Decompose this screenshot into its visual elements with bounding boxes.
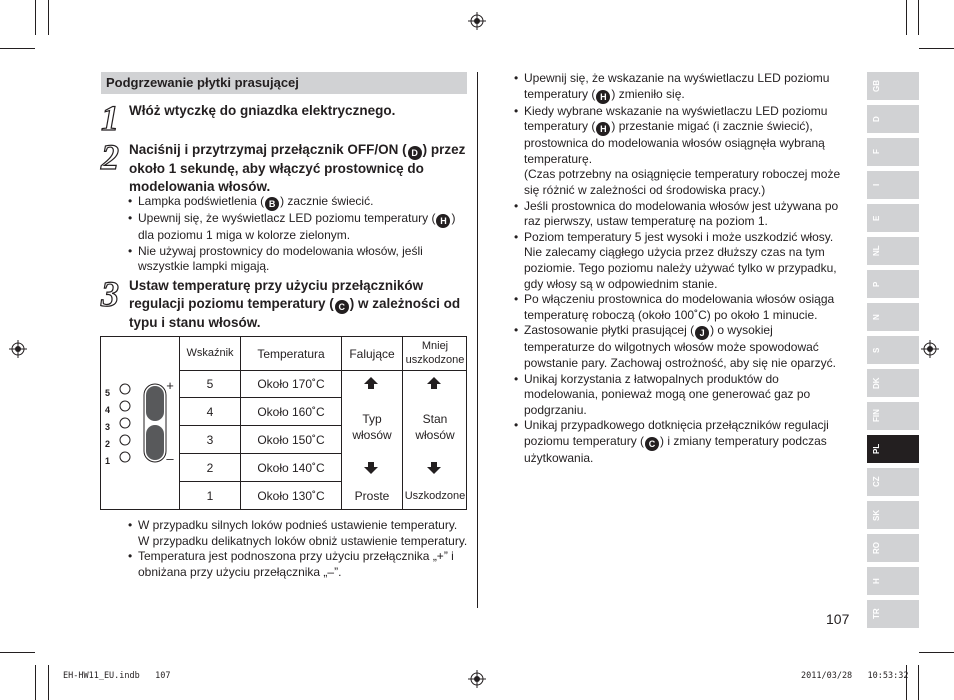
page-number: 107 [826,611,850,627]
damaged-label: Uszkodzone [404,490,466,502]
temperature-table [100,336,467,510]
table-cell-temp: Około 130˚C [257,489,325,503]
column-divider [477,72,478,608]
table-cell-level: 5 [206,377,214,391]
footer-file-info: EH-HW11_EU.indb 107 [63,671,171,681]
label-badge: J [695,326,709,340]
language-tab-h[interactable]: H [867,567,919,595]
crop-mark [919,652,954,653]
arrow-up-icon [427,377,441,384]
table-cell-temp: Około 160˚C [257,405,325,419]
language-tab-sk[interactable]: SK [867,501,919,529]
bullet-item: • Poziom temperatury 5 jest wysoki i może uszkodzić włosy. Nie zalecamy ciągłego użycia przez dłuższy czas na tym poziomie. Tego poziomu należy używać tylko w przypadku, gdy włosy są w odpowiednim stanie. [514,230,846,292]
bullet-item: • Unikaj przypadkowego dotknięcia przełączników regulacji poziomu temperatury ( C ) i zmiany temperatury podczas użytkowania. [514,418,846,466]
plus-label: + [166,378,174,393]
language-tab-nl[interactable]: NL [867,237,919,265]
bullet-item: • W przypadku silnych loków podnieś ustawienie temperatury. W przypadku delikatnych loków obniż ustawienie temperatury. [128,518,468,549]
right-column-bullets [514,71,846,466]
step-text: Włóż wtyczkę do gniazdka elektrycznego. [129,103,396,118]
language-tab-tr[interactable]: TR [867,600,919,628]
crop-mark [919,48,954,49]
language-tab-dk[interactable]: DK [867,369,919,397]
bullet-item: • Po włączeniu prostownica do modelowania włosów osiąga temperaturę roboczą (około 100˚C) po około 1 minucie. [514,292,846,323]
registration-mark-icon [468,12,486,30]
bullet-item: • Kiedy wybrane wskazanie na wyświetlaczu LED poziomu temperatury ( H ) przestanie migać (i zacznie świecić), prostownica do modelowania włosów osiągnęła wybraną temperaturę. (Czas potrzebny na osiągnięcie temperatury roboczej może się różnić w zależności od środowiska pracy.) [514,104,846,199]
table-cell-level: 2 [206,461,214,475]
label-badge: H [596,90,610,104]
language-tab-pl[interactable]: PL [867,435,919,463]
step-number: 1 [101,98,119,138]
bullet-item: • Temperatura jest podnoszona przy użyciu przełącznika „+” i obniżana przy użyciu przełącznika „–”. [128,549,468,580]
crop-mark [0,652,35,653]
bullet-item: • Jeśli prostownica do modelowania włosów jest używana po raz pierwszy, ustaw temperaturę na poziom 1. [514,199,846,230]
language-tab-p[interactable]: P [867,270,919,298]
registration-mark-icon [9,340,27,358]
crop-mark [0,48,35,49]
bullet-item: • Zastosowanie płytki prasującej ( J ) o wysokiej temperaturze do wilgotnych włosów może spowodować powstanie pary. Zachowaj ostrożność, aby się nie oparzyć. [514,323,846,371]
step-number: 2 [101,137,119,177]
minus-label: – [166,451,174,466]
table-cell-level: 4 [206,405,214,419]
table-header: Falujące [349,347,395,361]
bullet-item: • Nie używaj prostownicy do modelowania włosów, jeśli wszystkie lampki migają. [128,244,458,275]
language-tab-n[interactable]: N [867,303,919,331]
after-table-bullets [128,518,468,580]
language-tab-e[interactable]: E [867,204,919,232]
table-cell-level: 1 [206,489,214,503]
crop-mark [35,665,36,700]
bullet-item: • Upewnij się, że wyświetlacz LED poziomu temperatury ( H ) dla poziomu 1 miga w kolorze zielonym. [128,211,458,244]
table-header: Temperatura [257,347,325,361]
bullet-item: • Upewnij się, że wskazanie na wyświetlaczu LED poziomu temperatury ( H ) zmieniło się. [514,71,846,104]
step2-bullets [128,194,458,275]
table-cell-level: 3 [206,433,214,447]
crop-mark [918,665,919,700]
label-badge: C [645,437,659,451]
straight-label: Proste [354,489,390,503]
table-cell-temp: Około 170˚C [257,377,325,391]
language-tab-d[interactable]: D [867,105,919,133]
hair-type-label: Typ włosów [352,412,392,442]
label-badge: B [265,197,279,211]
arrow-down-icon [427,467,441,474]
footer-timestamp: 2011/03/28 10:53:32 [801,671,909,681]
table-header: Mniej uszkodzone [405,340,465,366]
label-badge: H [436,214,450,228]
language-tab-i[interactable]: I [867,171,919,199]
led-labels: 5 4 3 2 1 [105,388,111,466]
step-number: 3 [101,274,119,314]
language-tab-cz[interactable]: CZ [867,468,919,496]
table-cell-temp: Około 140˚C [257,461,325,475]
language-tab-f[interactable]: F [867,138,919,166]
registration-mark-icon [921,340,939,358]
table-header: Wskaźnik [186,347,234,359]
bullet-item: • Lampka podświetlenia ( B ) zacznie świecić. [128,194,458,211]
crop-mark [906,0,907,35]
arrow-down-icon [364,467,378,474]
registration-mark-icon [468,670,486,688]
label-badge: D [408,146,422,160]
crop-mark [48,0,49,35]
crop-mark [35,0,36,35]
section-title: Podgrzewanie płytki prasującej [101,72,467,94]
language-tab-ro[interactable]: RO [867,534,919,562]
label-badge: H [596,122,610,136]
arrow-up-icon [364,377,378,384]
language-tab-s[interactable]: S [867,336,919,364]
language-tab-gb[interactable]: GB [867,72,919,100]
language-tab-fin[interactable]: FIN [867,402,919,430]
crop-mark [918,0,919,35]
table-cell-temp: Około 150˚C [257,433,325,447]
crop-mark [48,665,49,700]
step-text: Ustaw temperaturę przy użyciu przełączników regulacji poziomu temperatury ( C ) w zależności od typu i stanu włosów. [129,278,461,330]
label-badge: C [335,300,349,314]
led-indicator-icon [119,382,131,466]
bullet-item: • Unikaj korzystania z łatwopalnych produktów do modelowania, ponieważ mogą one generować gaz po podgrzaniu. [514,372,846,419]
hair-state-label: Stan włosów [415,412,455,442]
step-text: Naciśnij i przytrzymaj przełącznik OFF/ON ( D ) przez około 1 sekundę, aby włączyć prostownicę do modelowania włosów. [129,142,466,194]
